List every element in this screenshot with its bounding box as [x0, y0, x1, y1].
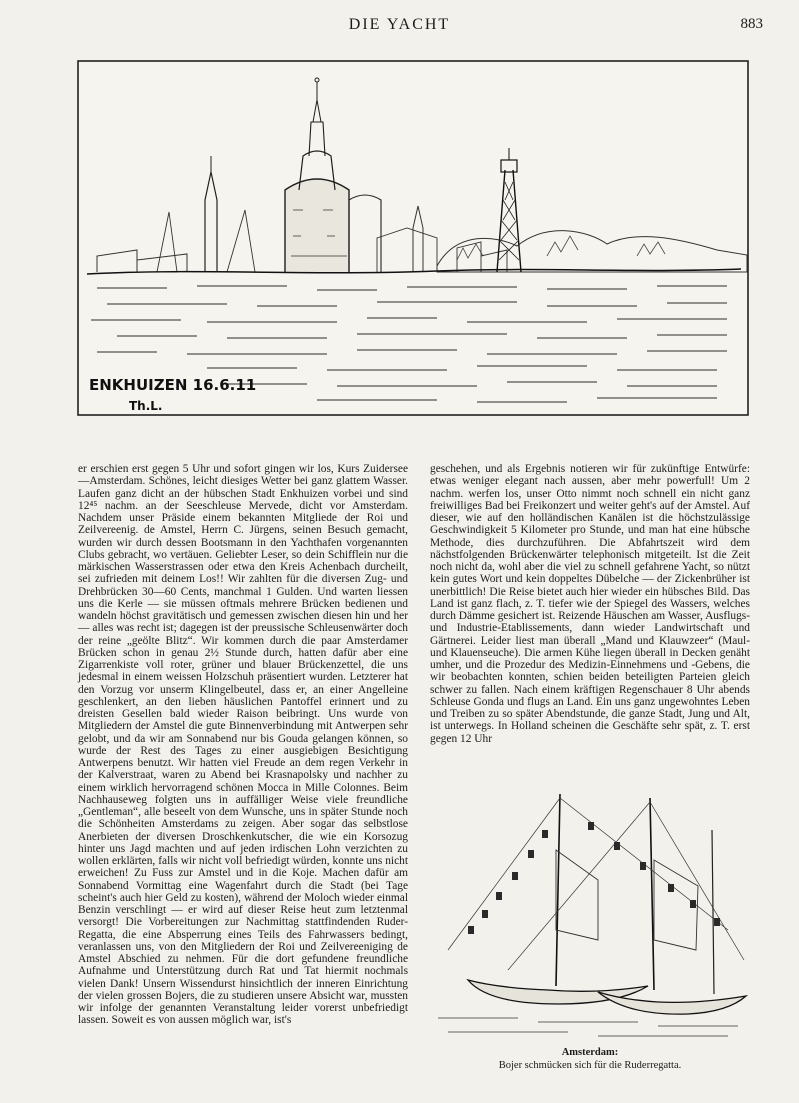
left-column-text: er erschien erst gegen 5 Uhr und sofort gingen wir los, Kurs Zuidersee—Amsterdam. Schönes, leicht diesiges Wetter bei ganz glattem Wasser. Laufen ganz dicht an der hübschen Stadt Enkhuizen vorbei und sind 12⁴⁵ nachm. an der Seeschleuse Mervede, dicht vor Amsterdam. Nachdem unser Präside einem bekannten Mitgliede der Roi und Zeilvereenig. de Amstel, Herrn C. Jürgens, seinen Besuch gemacht, wurden wir durch dessen Bootsmann in den Yachthafen vorgenannten Clubs gebracht, wo vertäuen. Geliebter Leser, so dein Schifflein nur die märkischen Wasserstrassen oder etwa den Kreis Achenbach durcheilt, sei zufrieden mit deinem Los!! Wir zahlten für die diversen Zug- und Drehbrücken 30—60 Cents, manchmal 1 Gulden. Und warten liessen uns die Kerle — sie müssen oftmals mehrere Brücken bedienen und wandeln höchst gravitätisch und gemessen zwischen diesen hin und her — alles was recht ist; dagegen ist der preussische Schleusenwärter doch der reine „geölte Blitz“. Wir kommen durch die paar Amsterdamer Brücken schon in genau 2½ Stunde durch, hatten dafür aber eine Zigarrenkiste voll roter, grüner und blauer Brückenzettel, die uns jedesmal in einem weissen Holzschuh präsentiert wurden. Letzterer hat den Vorzug vor unserm Klingelbeutel, dass er, an einer Angelleine geschlenkert, an den lieben häuslichen Pantoffel erinnert und zu dreisten Gesellen bald wieder Raison beibringt. Uns wurde von Mitgliedern der Amstel die gute Binnenverbindung mit Antwerpen sehr gelobt, und da wir am Sonnabend nur bis Gouda gelangen können, so wurde der Rest des Tages zu einer ausgiebigen Besichtigung Antwerpens benutzt. Wir hatten viel Freude an dem regen Verkehr in der Kalverstraat, waren zu Abend bei Krasnapolsky und nachher zu einem wirklich hervorragend schönen Mocca in Mille Colonnes. Beim Nachhauseweg folgten uns in auffälliger Weise viele freundliche „Gentleman“, alle beseelt von dem Wunsche, uns in später Stunde noch die Schönheiten Amsterdams zu zeigen. Aber sogar das selbstlose Anerbieten der diversen Droschkenkutscher, die wie ein Korsozug hinter uns Jagd machten und auf jeden irdischen Lohn verzichten zu wollen erklärten, falls wir nicht voll befriedigt würden, konnte uns nicht erweichen! Zu Fuss zur Amstel und in die Koje. Machen dafür am Sonnabend Vormittag eine Wagenfahrt durch die Stadt (bei Tage scheint's auch hier Geld zu kosten), während der Moloch wieder einmal Benzin verschlingt — er wird auf dieser Reise heut zum letztenmal versorgt! Die Vorbereitungen zur Nachmittag stattfindenden Ruder-Regatta, die eine Absperrung eines Teils des Fahrwassers bedingt, veranlassen uns, von den Mitgliedern der Roi und Zeilvereeniging de Amstel Abschied zu nehmen. Für die dort gefundene freundliche Aufnahme und Unterstützung durch Rat und Tat hiermit nochmals vielen Dank! Unsern Wissendurst hinsichtlich der inneren Einrichtung der vielen grossen Bojers, die zu studieren unsere Absicht war, mussten wir infolge der genannten Veranstaltung leider vorerst unbefriedigt lassen. Soweit es von aussen möglich war, ist's [78, 463, 408, 1027]
enkhuizen-sketch [77, 60, 749, 416]
caption-title: Amsterdam: [561, 1047, 619, 1058]
caption-text: Bojer schmücken sich für die Ruderregatta. [498, 1060, 682, 1071]
sketch-place-inscription: ENKHUIZEN 16.6.11 [89, 376, 257, 394]
text-column-right [430, 463, 750, 745]
boats-illustration [428, 790, 750, 1040]
enkhuizen-illustration [77, 60, 749, 416]
text-column-left [78, 463, 408, 1027]
sketch-initials-inscription: Th.L. [129, 399, 163, 413]
journal-title: DIE YACHT [348, 16, 451, 33]
right-column-text: geschehen, und als Ergebnis notieren wir für zukünftige Entwürfe: etwas weniger elegant nach aussen, aber mehr powerfull! Um 2 nachm. werfen los, unser Otto nimmt noch schnell ein nicht ganz freiwilliges Bad bei Freikonzert und weiter geht's auf der Amstel. Auf dieser, wie auf den holländischen Kanälen ist die höchstzulässige Geschwindigkeit 5 Kilometer pro Stunde, und man hat eine hübsche Methode, dies durchzuführen. Die Abfahrtszeit wird dem nächstfolgenden Brückenwärter telephonisch mitgeteilt. Ist die Zeit noch nicht da, wohl aber die viel zu schnell gefahrene Yacht, so nützt kein gutes Wort und kein doppeltes Dübelche — der Zickenbrüher ist unerbittlich! Die Reise bietet auch hier wieder ein hübsches Bild. Das Land ist ganz flach, z. T. tiefer wie der Spiegel des Wassers, welches durch Dämme gesichert ist. Reizende Häuschen am Wasser, Ausflugs- und Industrie-Etablissements, dann wieder Landwirtschaft und Gärtnerei. Leider liest man überall „Mand und Klauwzeer“ (Maul- und Klauenseuche). Die armen Kühe liegen überall in Decken genäht umher, und die Prozedur des Medizin-Einnehmens und -Gebens, die wir beobachten konnten, schien beiden beteiligten Parteien gleich schwer zu fallen. Nach einem kräftigen Regenschauer 8 Uhr abends Schleuse Gonda und flugs an Land. Ein uns ganz ungewohntes Leben und Treiben zu so später Abendstunde, die ganze Stadt, Jung und Alt, ist unterwegs. In Holland scheinen die Geschäfte sehr spät, z. T. erst gegen 12 Uhr [430, 463, 750, 745]
bojer-sketch [428, 790, 750, 1040]
running-header [0, 14, 799, 38]
page-number: 883 [740, 16, 763, 32]
